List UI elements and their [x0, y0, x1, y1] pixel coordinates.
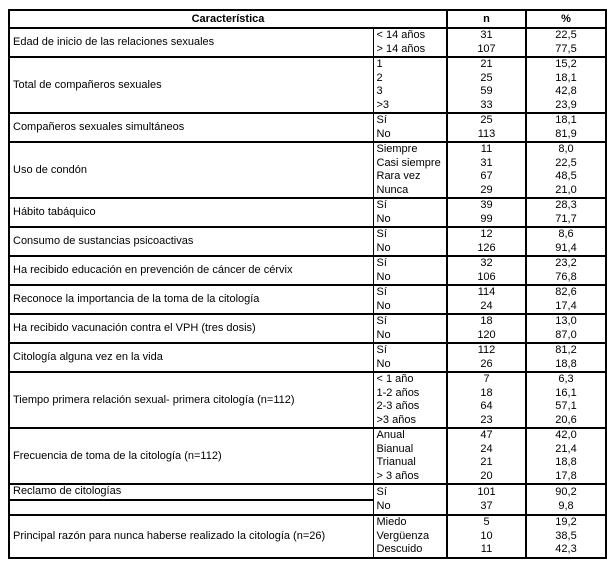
table-body	[9, 28, 606, 558]
pct-cell: 81,2	[526, 343, 606, 358]
subcategory-cell: No	[373, 271, 447, 286]
subcategory-cell: 2-3 años	[373, 400, 447, 414]
n-cell: 67	[447, 170, 526, 184]
n-cell: 112	[447, 343, 526, 358]
subcategory-cell: Miedo	[373, 515, 447, 530]
n-cell: 33	[447, 99, 526, 114]
table-row	[9, 484, 606, 500]
pct-cell: 8,6	[526, 227, 606, 242]
n-cell: 21	[447, 456, 526, 470]
pct-cell: 48,5	[555, 170, 577, 183]
pct-cell: 16,1	[555, 386, 577, 399]
subcategory-cell: Trianual	[373, 456, 447, 470]
table-row	[9, 314, 606, 329]
pct-cell: 9,8	[558, 500, 574, 513]
n-cell: 24	[447, 300, 526, 315]
header-n: n	[447, 10, 526, 28]
n-cell: 12	[447, 227, 526, 242]
pct-cell: 17,4	[555, 299, 577, 312]
n-cell: 31	[447, 28, 526, 43]
n-cell: 32	[447, 256, 526, 271]
subcategory-cell: Sí	[373, 198, 447, 213]
n-cell: 7	[447, 372, 526, 387]
subcategory-cell: Rara vez	[373, 170, 447, 184]
n-cell: 20	[447, 470, 526, 485]
n-cell: 24	[447, 443, 526, 457]
subcategory-cell: Anual	[373, 428, 447, 443]
pct-cell: 18,8	[555, 456, 577, 469]
group-label-cell: Reconoce la importancia de la toma de la citología	[9, 285, 373, 314]
n-cell: 25	[447, 113, 526, 128]
subcategory-cell: Sí	[373, 484, 447, 500]
subcategory-cell: 1	[373, 57, 447, 72]
group-label-cell: Citología alguna vez en la vida	[9, 343, 373, 372]
pct-cell: 90,2	[526, 484, 606, 500]
pct-cell: 76,8	[555, 270, 577, 283]
pct-cell: 81,9	[555, 127, 577, 140]
pct-cell: 23,9	[555, 98, 577, 111]
subcategory-cell: No	[373, 242, 447, 257]
table-row	[9, 28, 606, 43]
group-label-cell: Frecuencia de toma de la citología (n=112)	[9, 428, 373, 484]
n-cell: 25	[447, 72, 526, 86]
subcategory-cell: Descuido	[373, 543, 447, 558]
subcategory-cell: Sí	[373, 285, 447, 300]
header-caracteristica: Característica	[9, 10, 447, 28]
pct-cell: 17,8	[555, 469, 577, 482]
n-cell: 47	[447, 428, 526, 443]
subcategory-cell: Casi siempre	[373, 157, 447, 171]
pct-cell: 23,2	[526, 256, 606, 271]
pct-cell: 28,3	[526, 198, 606, 213]
n-cell: 114	[447, 285, 526, 300]
pct-cell: 87,0	[555, 328, 577, 341]
table-row	[9, 113, 606, 128]
subcategory-cell: No	[373, 329, 447, 344]
subcategory-cell: Sí	[373, 256, 447, 271]
pct-cell: 57,1	[555, 400, 577, 413]
n-cell: 64	[447, 400, 526, 414]
pct-cell: 8,0	[526, 142, 606, 157]
subcategory-cell: 3	[373, 85, 447, 99]
group-label-cell: Reclamo de citologías	[9, 484, 373, 500]
n-cell: 101	[447, 484, 526, 500]
table-row	[9, 142, 606, 157]
n-cell: 23	[447, 414, 526, 429]
header-pct: %	[526, 10, 606, 28]
subcategory-cell: Sí	[373, 113, 447, 128]
group-label-cell: Principal razón para nunca haberse realizado la citología (n=26)	[9, 515, 373, 558]
table-row	[9, 515, 606, 530]
pct-cell: 15,2	[526, 57, 606, 72]
pct-cell: 71,7	[555, 212, 577, 225]
pct-cell: 22,5	[526, 28, 606, 43]
n-cell: 99	[447, 213, 526, 228]
pct-cell: 18,1	[526, 113, 606, 128]
header-row	[9, 10, 606, 28]
characteristics-table	[8, 9, 607, 559]
subcategory-cell: >3	[373, 99, 447, 114]
group-label-cell-empty	[9, 500, 373, 516]
pct-cell: 6,3	[526, 372, 606, 387]
group-label-cell: Uso de condón	[9, 142, 373, 198]
pct-cell: 91,4	[555, 241, 577, 254]
subcategory-cell: > 14 años	[373, 43, 447, 58]
pct-cell: 22,5	[555, 156, 577, 169]
pct-cell: 21,0	[555, 183, 577, 196]
subcategory-cell: < 14 años	[373, 28, 447, 43]
subcategory-cell: > 3 años	[373, 470, 447, 485]
pct-cell: 19,2	[526, 515, 606, 530]
subcategory-cell: No	[373, 358, 447, 373]
subcategory-cell: Bianual	[373, 443, 447, 457]
table-row	[9, 428, 606, 443]
pct-cell: 13,0	[526, 314, 606, 329]
pct-cell: 18,8	[555, 357, 577, 370]
n-cell: 113	[447, 128, 526, 143]
n-cell: 26	[447, 358, 526, 373]
subcategory-cell: Sí	[373, 314, 447, 329]
subcategory-cell: No	[373, 300, 447, 315]
group-label-cell: Consumo de sustancias psicoactivas	[9, 227, 373, 256]
n-cell: 29	[447, 184, 526, 199]
subcategory-cell: 2	[373, 72, 447, 86]
group-label-cell: Ha recibido educación en prevención de cáncer de cérvix	[9, 256, 373, 285]
pct-cell: 82,6	[526, 285, 606, 300]
n-cell: 10	[447, 530, 526, 544]
subcategory-cell: 1-2 años	[373, 387, 447, 401]
n-cell: 18	[447, 387, 526, 401]
pct-cell: 38,5	[555, 529, 577, 542]
table-row	[9, 198, 606, 213]
n-cell: 5	[447, 515, 526, 530]
table-row	[9, 256, 606, 271]
n-cell: 39	[447, 198, 526, 213]
group-label-cell: Compañeros sexuales simultáneos	[9, 113, 373, 142]
pct-cell: 42,0	[526, 428, 606, 443]
subcategory-cell: No	[373, 500, 447, 516]
n-cell: 31	[447, 157, 526, 171]
pct-cell: 42,3	[555, 543, 577, 556]
table-row	[9, 372, 606, 387]
subcategory-cell: No	[373, 213, 447, 228]
group-label-cell: Edad de inicio de las relaciones sexuales	[9, 28, 373, 57]
group-label-cell: Ha recibido vacunación contra el VPH (tres dosis)	[9, 314, 373, 343]
group-label-cell: Total de compañeros sexuales	[9, 57, 373, 113]
n-cell: 106	[447, 271, 526, 286]
subcategory-cell: >3 años	[373, 414, 447, 429]
table-row	[9, 285, 606, 300]
subcategory-cell: Nunca	[373, 184, 447, 199]
subcategory-cell: < 1 año	[373, 372, 447, 387]
pct-cell: 21,4	[555, 442, 577, 455]
subcategory-cell: No	[373, 128, 447, 143]
n-cell: 107	[447, 43, 526, 58]
n-cell: 126	[447, 242, 526, 257]
pct-cell: 18,1	[555, 71, 577, 84]
table-row	[9, 500, 606, 516]
pct-cell: 42,8	[555, 85, 577, 98]
n-cell: 120	[447, 329, 526, 344]
n-cell: 18	[447, 314, 526, 329]
n-cell: 21	[447, 57, 526, 72]
table-row	[9, 57, 606, 72]
subcategory-cell: Siempre	[373, 142, 447, 157]
group-label-cell: Hábito tabáquico	[9, 198, 373, 227]
n-cell: 11	[447, 543, 526, 558]
n-cell: 37	[447, 500, 526, 516]
table-row	[9, 227, 606, 242]
pct-cell: 77,5	[555, 42, 577, 55]
pct-cell: 20,6	[555, 413, 577, 426]
n-cell: 59	[447, 85, 526, 99]
subcategory-cell: Sí	[373, 343, 447, 358]
subcategory-cell: Sí	[373, 227, 447, 242]
group-label-cell: Tiempo primera relación sexual- primera citología (n=112)	[9, 372, 373, 428]
n-cell: 11	[447, 142, 526, 157]
subcategory-cell: Vergüenza	[373, 530, 447, 544]
table-row	[9, 343, 606, 358]
